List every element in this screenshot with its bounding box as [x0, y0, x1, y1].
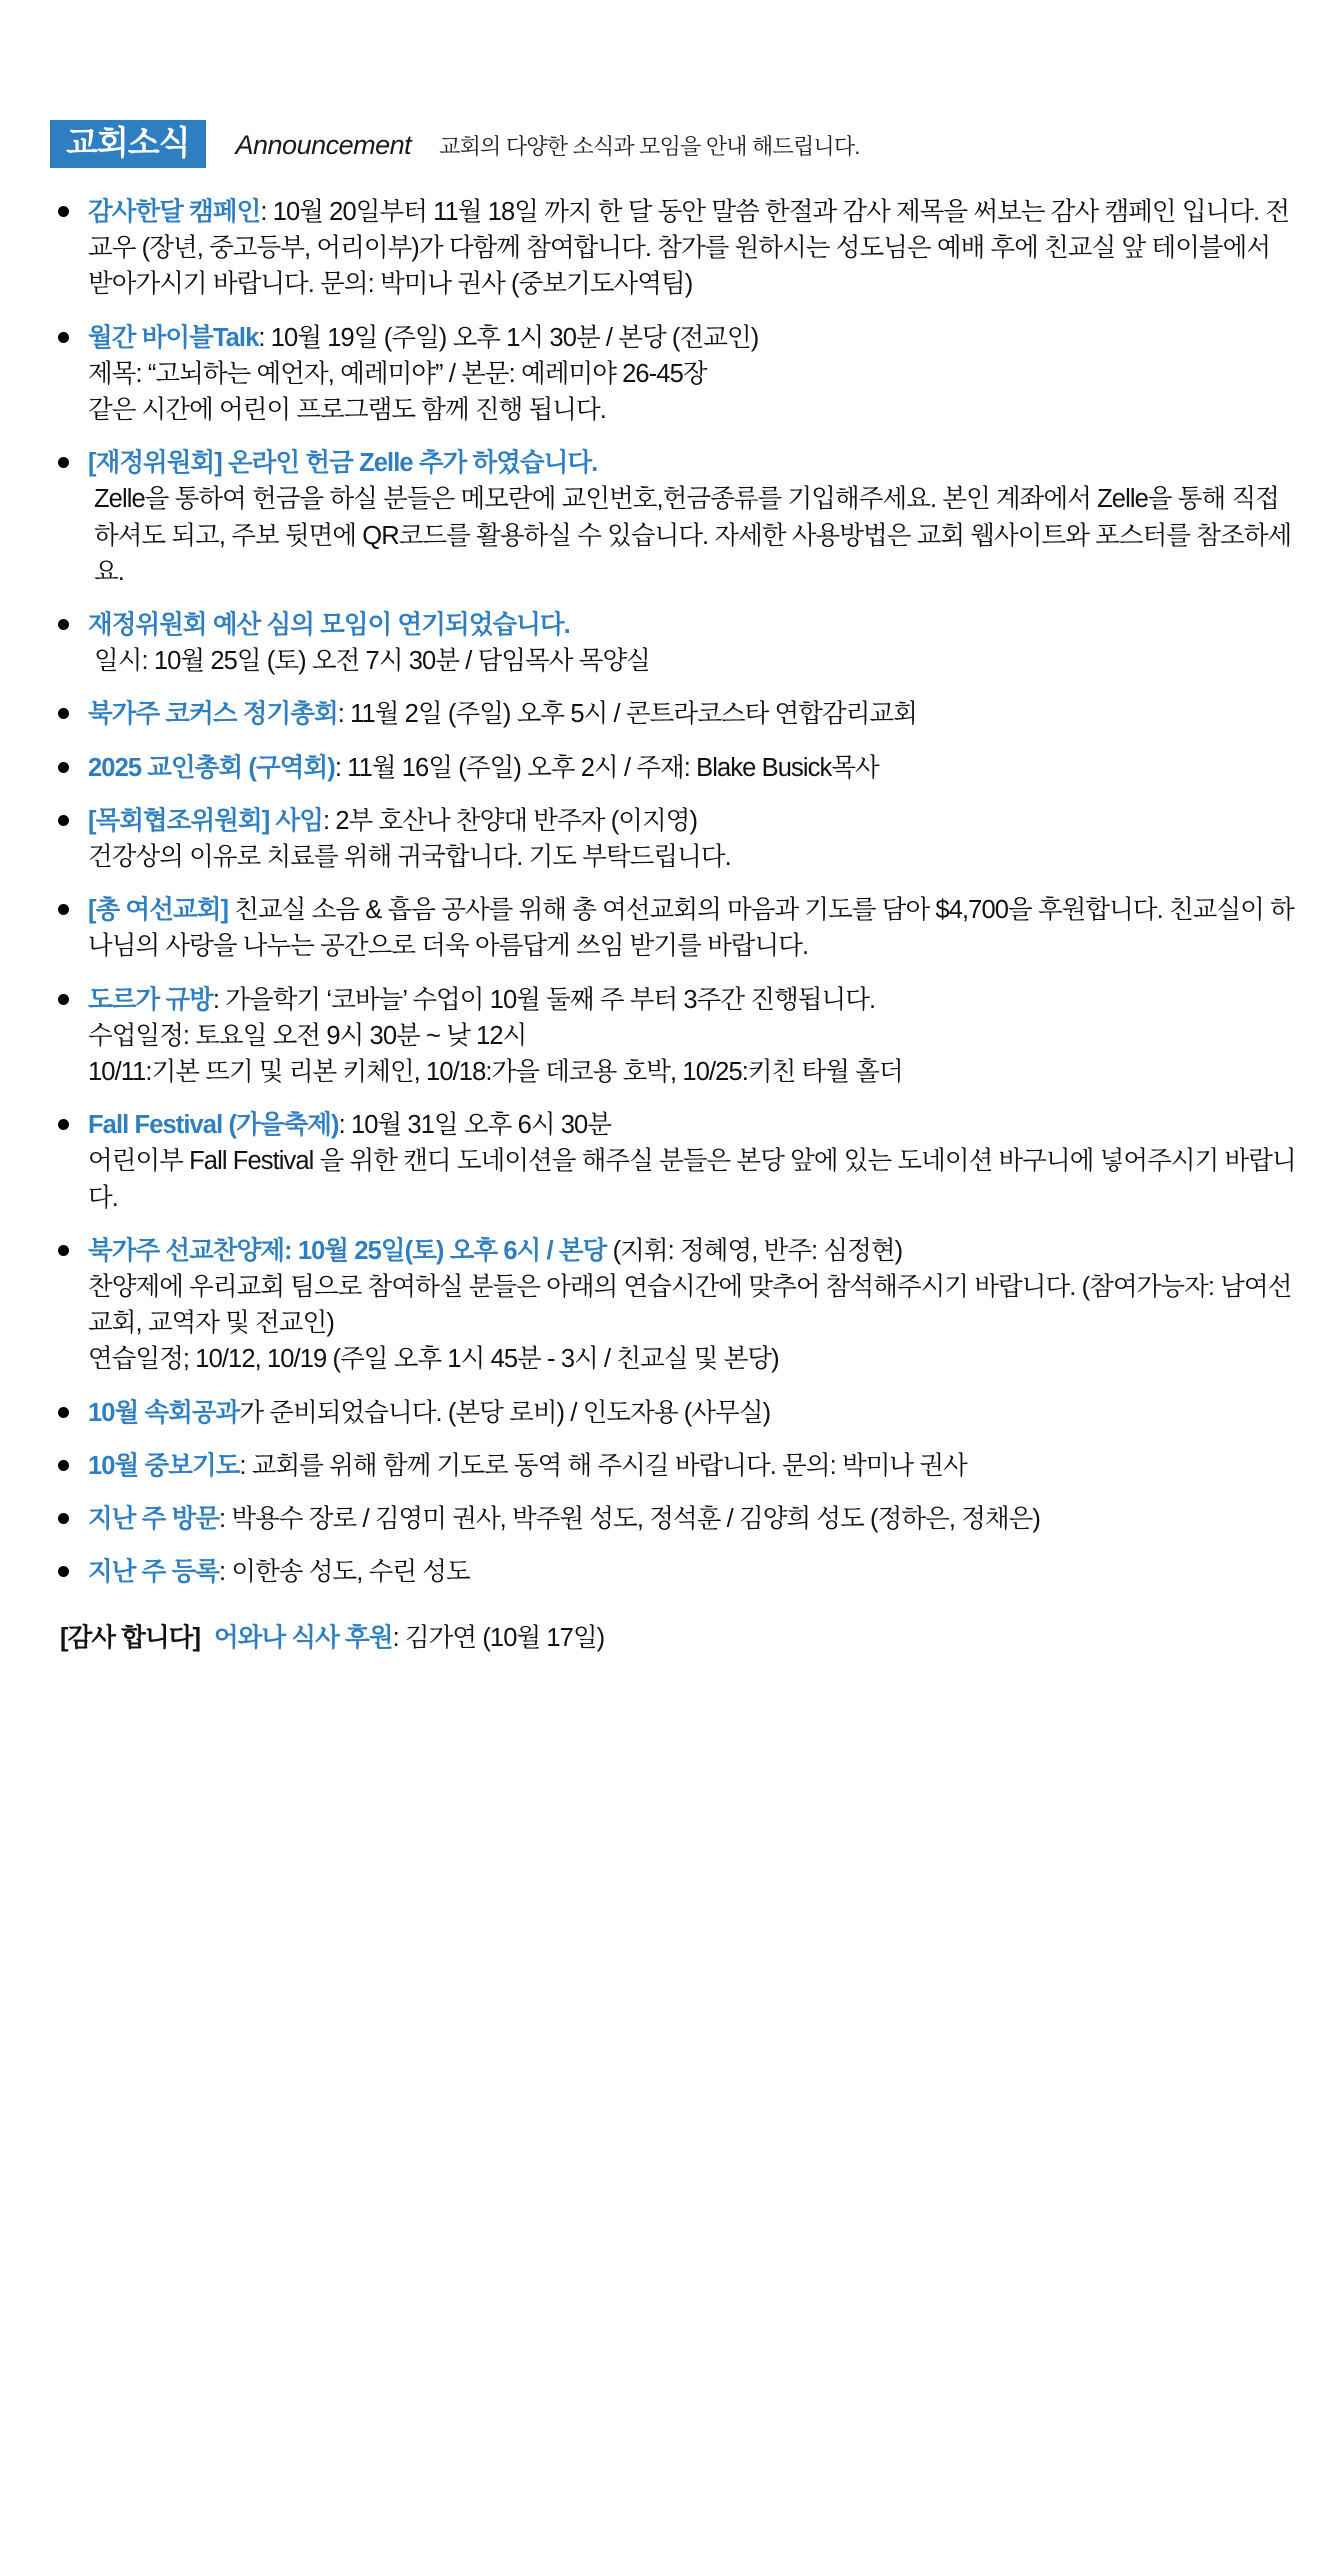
item-lead: 지난 주 등록	[88, 1558, 220, 1587]
item-separator: :	[212, 985, 226, 1014]
item-body: 11월 16일 (주일) 오후 2시 / 주재: Blake Busick목사	[347, 753, 879, 782]
item-separator: :	[258, 323, 271, 352]
item-body: (지휘: 정혜영, 반주: 심정현)	[612, 1236, 903, 1265]
list-item	[44, 803, 1296, 875]
item-lead: 10월 속회공과	[88, 1398, 240, 1427]
item-lead: 2025 교인총회 (구역회)	[88, 753, 335, 782]
list-item	[44, 607, 1296, 679]
sponsor-body: : 김가연 (10월 17일)	[392, 1623, 605, 1652]
item-lead: 10월 중보기도	[88, 1451, 240, 1480]
item-lead: 북가주 코커스 정기총회	[88, 700, 338, 729]
list-item	[44, 1395, 1296, 1431]
item-lead: [총 여선교회]	[88, 896, 229, 925]
item-lead: 북가주 선교찬양제: 10월 25일(토) 오후 6시 / 본당	[88, 1236, 607, 1265]
item-separator: :	[334, 753, 348, 782]
list-item	[44, 320, 1296, 429]
item-body: 2부 호산나 찬양대 반주자 (이지영)	[335, 806, 698, 835]
item-extra-line: 10/11:기본 뜨기 및 리본 키체인, 10/18:가을 데코용 호박, 10/25:키친 타월 홀더	[88, 1058, 903, 1087]
item-separator: :	[260, 198, 273, 226]
item-extra-line: 어린이부 Fall Festival 을 위한 캔디 도네이션을 해주실 분들은 본당 앞에 있는 도네이션 바구니에 넣어주시기 바랍니다.	[88, 1147, 1296, 1212]
list-item	[44, 1501, 1296, 1537]
list-item	[44, 1554, 1296, 1590]
item-lead: 도르가 규방	[88, 985, 213, 1014]
item-lead: 재정위원회 예산 심의 모임이 연기되었습니다.	[88, 611, 570, 640]
item-lead: 월간 바이블Talk	[88, 323, 259, 352]
thanks-label: [감사 합니다]	[60, 1623, 201, 1652]
item-body: 교회를 위해 함께 기도로 동역 해 주시길 바랍니다. 문의: 박미나 권사	[251, 1451, 967, 1480]
item-separator: :	[338, 1111, 351, 1140]
item-extra-line: 연습일정; 10/12, 10/19 (주일 오후 1시 45분 - 3시 / 친교실 및 본당)	[88, 1345, 779, 1374]
item-separator: :	[239, 1451, 252, 1480]
item-body: 10월 20일부터 11월 18일 까지 한 달 동안 말씀 한절과 감사 제목을 써보는 감사 캠페인 입니다. 전 교우 (장년, 중고등부, 어리이부)가 다함께 참여합니다. 참가를 원하시는 성도님은 예배 후에 친교실 앞 테이블에서 받아가시기 바랍니다. 문의: 박미나 권사 (중보기도사역팀)	[88, 198, 1290, 299]
item-lead: [재정위원회] 온라인 헌금 Zelle 추가 하였습니다.	[88, 449, 598, 478]
item-extra-line: 수업일정: 토요일 오전 9시 30분 ~ 낮 12시	[88, 1021, 527, 1050]
item-body: 박용수 장로 / 김영미 권사, 박주원 성도, 정석훈 / 김양희 성도 (정하은, 정채은)	[231, 1505, 1041, 1534]
list-item	[44, 982, 1296, 1091]
list-item	[44, 445, 1296, 590]
page-title-english: Announcement	[235, 130, 412, 160]
item-extra-line: 찬양제에 우리교회 팀으로 참여하실 분들은 아래의 연습시간에 맞추어 참석해주시기 바랍니다. (참여가능자: 남여선교회, 교역자 및 전교인)	[88, 1273, 1292, 1338]
item-separator: :	[219, 1505, 232, 1534]
item-extra-line: 제목: “고뇌하는 예언자, 예레미야” / 본문: 예레미야 26-45장	[88, 359, 707, 388]
item-separator: :	[322, 806, 336, 835]
item-body: 10월 19일 (주일) 오후 1시 30분 / 본당 (전교인)	[270, 323, 759, 352]
sponsor-lead: 어와나 식사 후원	[214, 1623, 393, 1652]
item-body: 가 준비되었습니다. (본당 로비) / 인도자용 (사무실)	[239, 1398, 771, 1427]
item-body: 이한송 성도, 수린 성도	[231, 1558, 470, 1587]
list-item	[44, 892, 1296, 964]
item-body: 11월 2일 (주일) 오후 5시 / 콘트라코스타 연합감리교회	[350, 700, 917, 729]
item-extra-line: Zelle을 통하여 헌금을 하실 분들은 메모란에 교인번호,헌금종류를 기입해주세요. 본인 계좌에서 Zelle을 통해 직접 하셔도 되고, 주보 뒷면에 QR코드를 활용하실 수 있습니다. 자세한 사용방법은 교회 웹사이트와 포스터를 참조하세요.	[94, 485, 1292, 586]
list-item	[44, 1107, 1296, 1216]
list-item	[44, 194, 1296, 303]
page-title: 교회소식	[50, 120, 206, 168]
item-lead: 감사한달 캠페인	[88, 198, 261, 226]
item-lead: Fall Festival (가을축제)	[88, 1111, 339, 1140]
announcement-list	[44, 194, 1296, 1591]
page-subtitle: 교회의 다양한 소식과 모임을 안내 해드립니다.	[439, 134, 860, 159]
item-body: 친교실 소음 & 흡음 공사를 위해 총 여선교회의 마음과 기도를 담아 $4,700을 후원합니다. 친교실이 하나님의 사랑을 나누는 공간으로 더욱 아름답게 쓰임 받기를 바랍니다.	[88, 896, 1294, 961]
item-extra-line: 건강상의 이유로 치료를 위해 귀국합니다. 기도 부탁드립니다.	[88, 843, 731, 872]
item-separator: :	[337, 700, 351, 729]
page-header	[44, 120, 1296, 168]
thanks-note	[44, 1621, 1296, 1657]
item-extra-line: 같은 시간에 어린이 프로그램도 함께 진행 됩니다.	[88, 396, 606, 425]
item-lead: 지난 주 방문	[88, 1505, 220, 1534]
list-item	[44, 696, 1296, 732]
list-item	[44, 1233, 1296, 1378]
item-body: 10월 31일 오후 6시 30분	[350, 1111, 612, 1140]
list-item	[44, 1448, 1296, 1484]
list-item	[44, 750, 1296, 786]
item-separator: :	[219, 1558, 232, 1587]
item-lead: [목회협조위원회] 사임	[88, 806, 323, 835]
item-body: 가을학기 ‘코바늘’ 수업이 10월 둘째 주 부터 3주간 진행됩니다.	[225, 985, 876, 1014]
item-extra-line: 일시: 10월 25일 (토) 오전 7시 30분 / 담임목사 목양실	[94, 647, 650, 676]
